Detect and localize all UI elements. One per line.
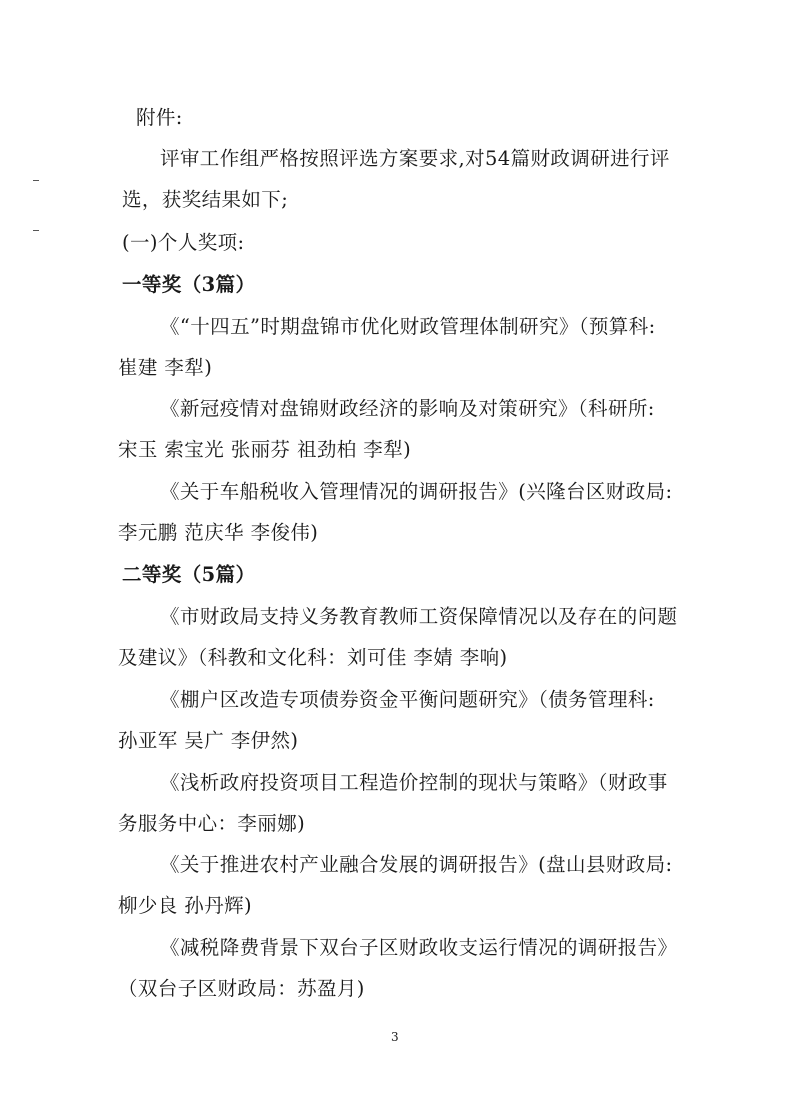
- award-entry-title: 《市财政局支持义务教育教师工资保障情况以及存在的问题: [160, 605, 678, 628]
- award-entry-authors: 务服务中心：李丽娜): [118, 812, 306, 835]
- first-prize-heading: 一等奖（3篇）: [122, 273, 256, 296]
- award-entry-authors: 崔建 李犁): [118, 356, 213, 379]
- award-entry-authors: 宋玉 索宝光 张丽芬 祖劲柏 李犁): [118, 438, 412, 461]
- award-entry-title: 《棚户区改造专项债券资金平衡问题研究》（债务管理科:: [160, 688, 655, 711]
- award-entry-authors: （双台子区财政局：苏盈月): [118, 977, 365, 1000]
- intro-line: 评审工作组严格按照评选方案要求,对54篇财政调研进行评: [160, 147, 670, 170]
- award-entry-authors: 李元鹏 范庆华 李俊伟): [118, 521, 319, 544]
- award-entry-authors: 孙亚军 吴广 李伊然): [118, 729, 299, 752]
- attachment-label: 附件:: [136, 106, 183, 129]
- award-entry-authors: 柳少良 孙丹辉): [118, 894, 253, 917]
- award-entry-title: 《浅析政府投资项目工程造价控制的现状与策略》（财政事: [160, 771, 668, 794]
- page-number: 3: [391, 1030, 399, 1044]
- award-entry-title: 《减税降费背景下双台子区财政收支运行情况的调研报告》: [160, 936, 678, 959]
- second-prize-heading: 二等奖（5篇）: [122, 563, 256, 586]
- award-entry-authors: 及建议》（科教和文化科：刘可佳 李婧 李响): [118, 646, 508, 669]
- award-entry-title: 《关于推进农村产业融合发展的调研报告》(盘山县财政局:: [160, 853, 673, 876]
- intro-line: 选，获奖结果如下;: [122, 188, 289, 211]
- award-entry-title: 《“十四五”时期盘锦市优化财政管理体制研究》（预算科:: [160, 315, 656, 338]
- margin-mark: [33, 180, 39, 181]
- margin-mark: [33, 230, 39, 231]
- section-heading: (一)个人奖项:: [122, 231, 245, 254]
- award-entry-title: 《新冠疫情对盘锦财政经济的影响及对策研究》（科研所:: [160, 397, 655, 420]
- award-entry-title: 《关于车船税收入管理情况的调研报告》(兴隆台区财政局:: [160, 480, 673, 503]
